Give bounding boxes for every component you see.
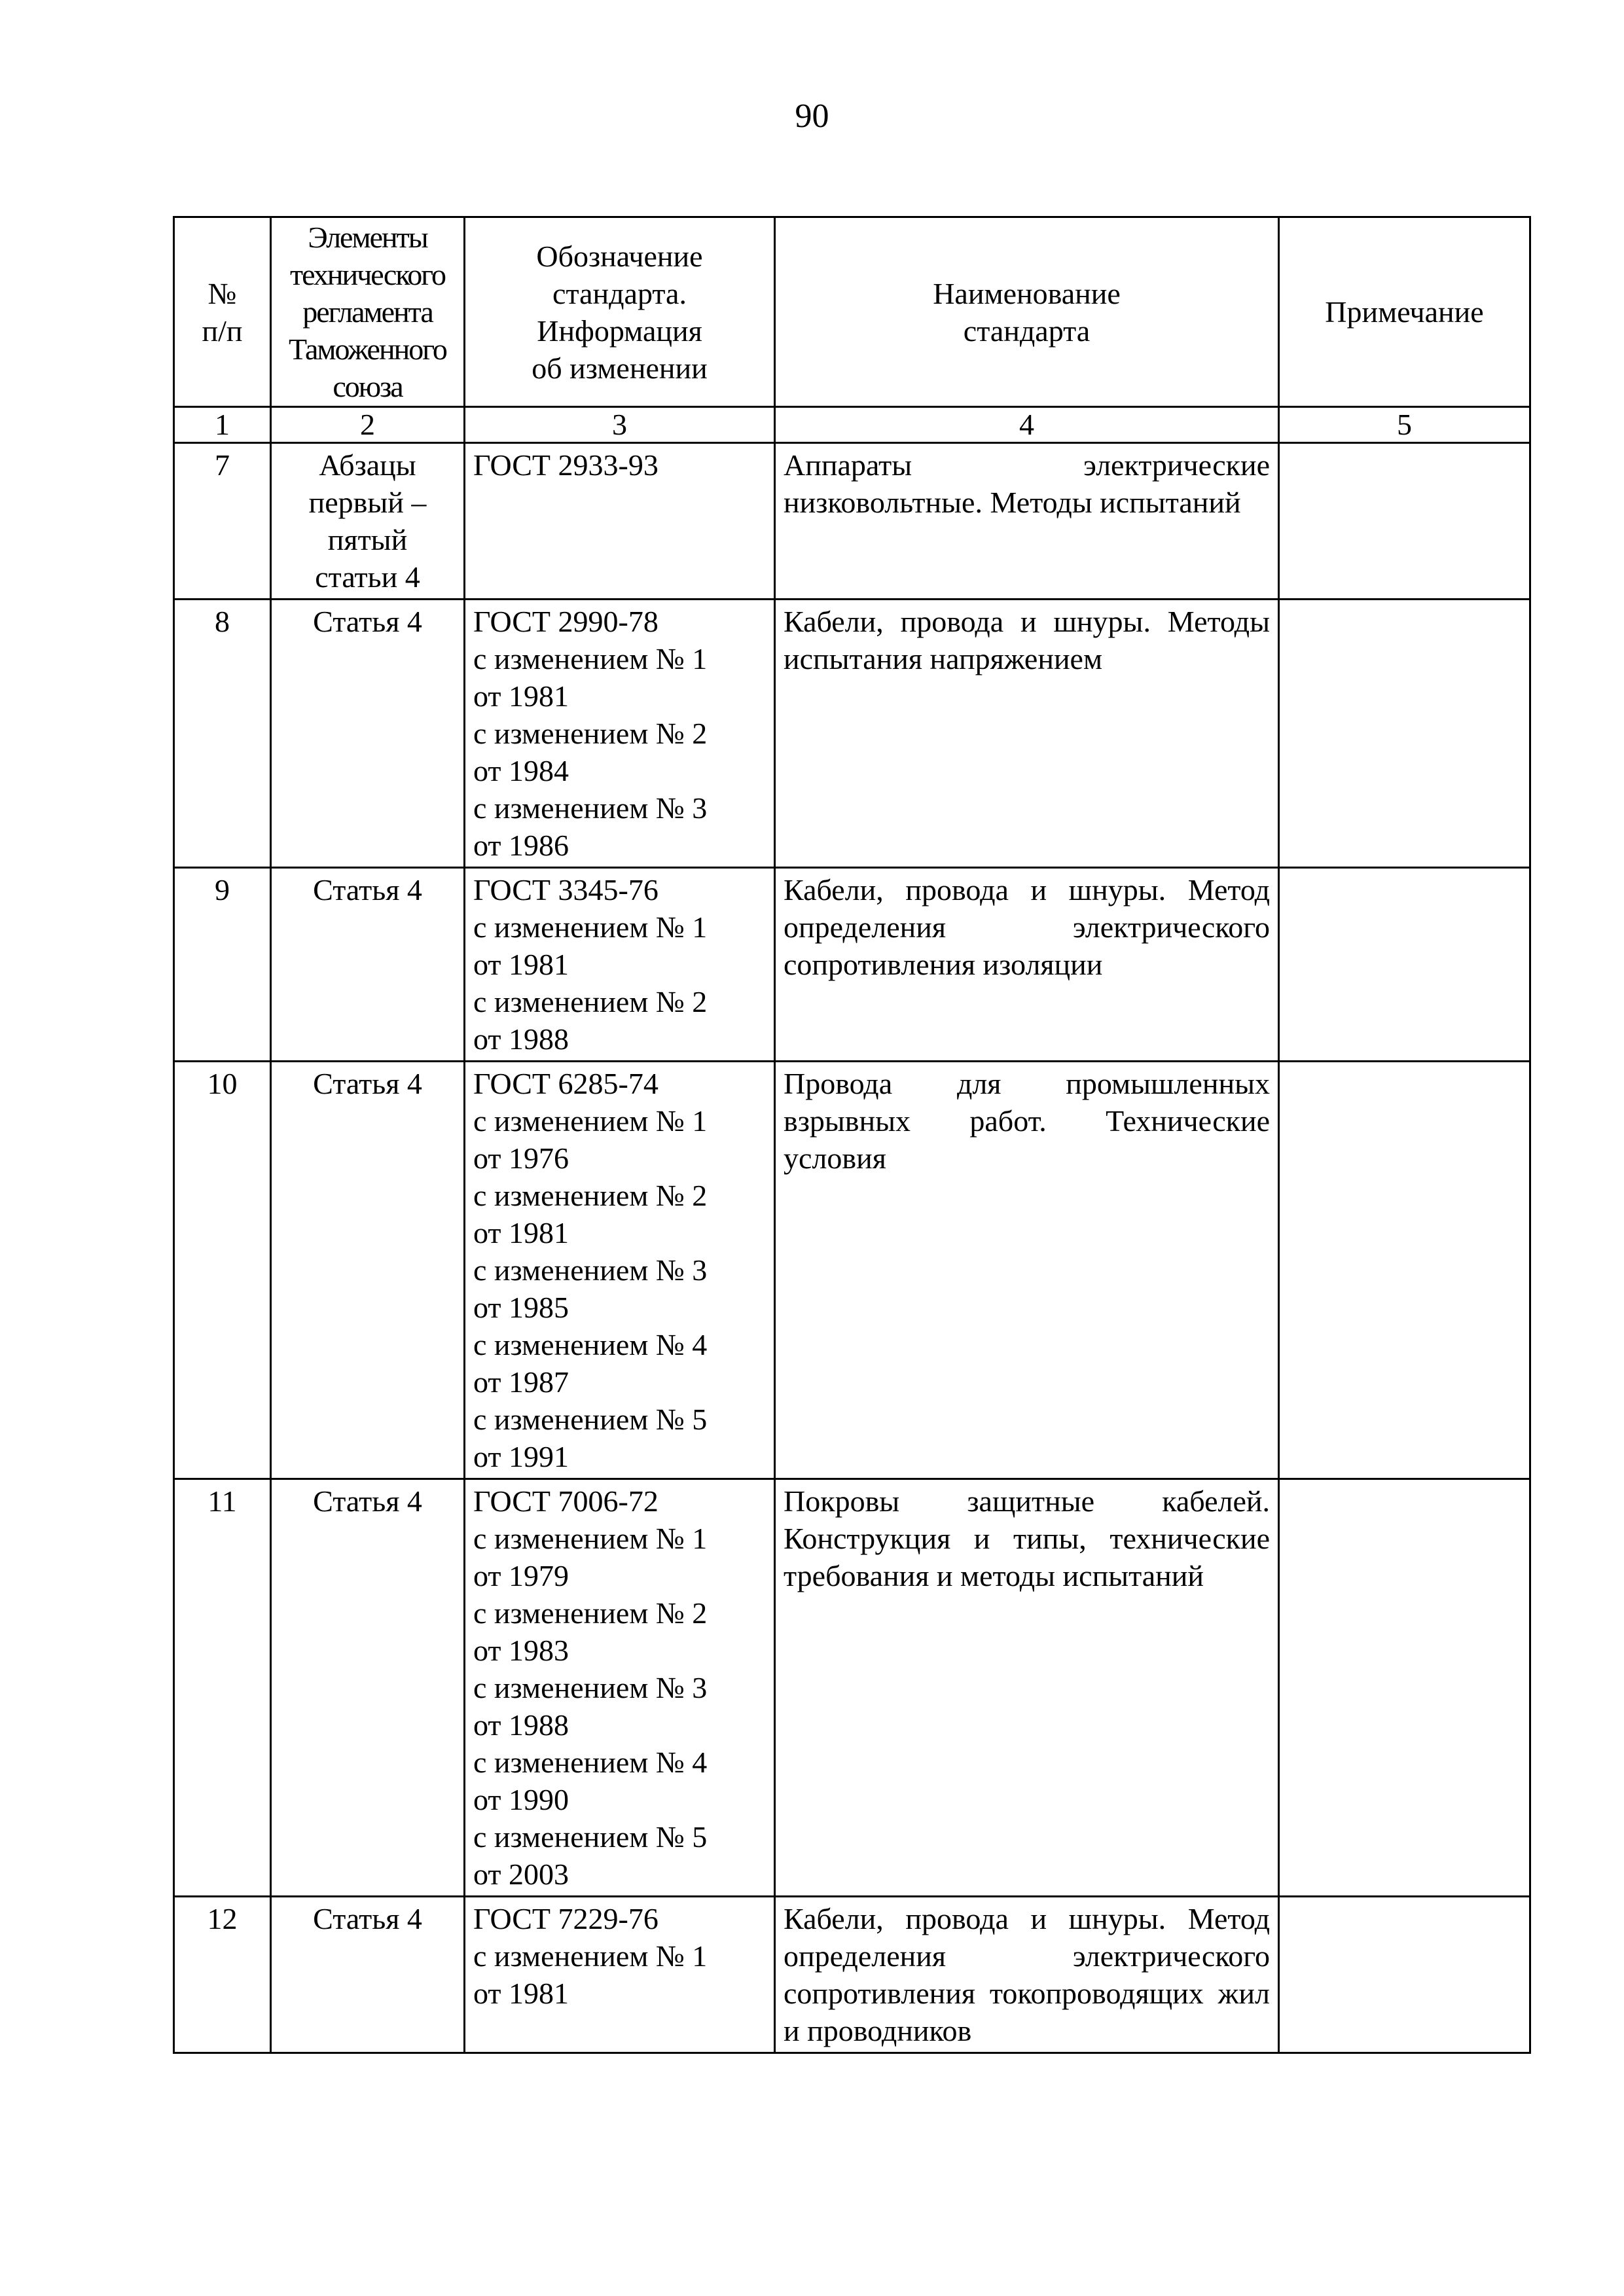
regulation-element: Абзацы первый – пятый статьи 4: [271, 443, 465, 600]
standard-name: Покровы защитные кабелей. Конструкция и типы, технические требования и методы испытаний: [775, 1479, 1279, 1897]
regulation-element: Статья 4: [271, 868, 465, 1062]
column-number: 1: [174, 407, 271, 443]
row-number: 8: [174, 600, 271, 868]
row-number: 7: [174, 443, 271, 600]
standards-table: [173, 216, 1531, 2054]
standard-name: Провода для промышленных взрывных работ. Технические условия: [775, 1062, 1279, 1479]
standard-name: Кабели, провода и шнуры. Методы испытания напряжением: [775, 600, 1279, 868]
table-row: [174, 1479, 1530, 1897]
regulation-element: Статья 4: [271, 600, 465, 868]
note-cell: [1279, 443, 1530, 600]
column-number: 5: [1279, 407, 1530, 443]
regulation-element: Статья 4: [271, 1479, 465, 1897]
note-cell: [1279, 868, 1530, 1062]
row-number: 9: [174, 868, 271, 1062]
table-row: [174, 600, 1530, 868]
standard-designation: ГОСТ 3345-76 с изменением № 1 от 1981 с изменением № 2 от 1988: [465, 868, 775, 1062]
page-number: 90: [795, 98, 829, 135]
regulation-element: Статья 4: [271, 1062, 465, 1479]
header-number: № п/п: [174, 217, 271, 407]
regulation-element: Статья 4: [271, 1897, 465, 2053]
note-cell: [1279, 1479, 1530, 1897]
table-row: [174, 443, 1530, 600]
row-number: 11: [174, 1479, 271, 1897]
standard-name: Аппараты электрические низковольтные. Методы испытаний: [775, 443, 1279, 600]
column-number: 2: [271, 407, 465, 443]
column-number: 3: [465, 407, 775, 443]
row-number: 10: [174, 1062, 271, 1479]
standard-designation: ГОСТ 7006-72 с изменением № 1 от 1979 с изменением № 2 от 1983 с изменением № 3 от 1988 с изменением № 4 от 1990 с изменением № 5 от 2003: [465, 1479, 775, 1897]
table-row: [174, 1897, 1530, 2053]
header-row: [174, 217, 1530, 407]
table-row: [174, 1062, 1530, 1479]
header-note: Примечание: [1279, 217, 1530, 407]
standard-name: Кабели, провода и шнуры. Метод определения электрического сопротивления токопроводящих жил и проводников: [775, 1897, 1279, 2053]
note-cell: [1279, 1897, 1530, 2053]
column-number: 4: [775, 407, 1279, 443]
standard-designation: ГОСТ 6285-74 с изменением № 1 от 1976 с изменением № 2 от 1981 с изменением № 3 от 1985 с изменением № 4 от 1987 с изменением № 5 от 1991: [465, 1062, 775, 1479]
header-standard-name: Наименование стандарта: [775, 217, 1279, 407]
note-cell: [1279, 1062, 1530, 1479]
standard-designation: ГОСТ 2990-78 с изменением № 1 от 1981 с изменением № 2 от 1984 с изменением № 3 от 1986: [465, 600, 775, 868]
standard-designation: ГОСТ 2933-93: [465, 443, 775, 600]
header-regulation-elements: Элементы технического регламента Таможенного союза: [271, 217, 465, 407]
standard-designation: ГОСТ 7229-76 с изменением № 1 от 1981: [465, 1897, 775, 2053]
table-row: [174, 868, 1530, 1062]
header-standard-designation: Обозначение стандарта. Информация об изменении: [465, 217, 775, 407]
note-cell: [1279, 600, 1530, 868]
column-number-row: [174, 407, 1530, 443]
standard-name: Кабели, провода и шнуры. Метод определения электрического сопротивления изоляции: [775, 868, 1279, 1062]
row-number: 12: [174, 1897, 271, 2053]
